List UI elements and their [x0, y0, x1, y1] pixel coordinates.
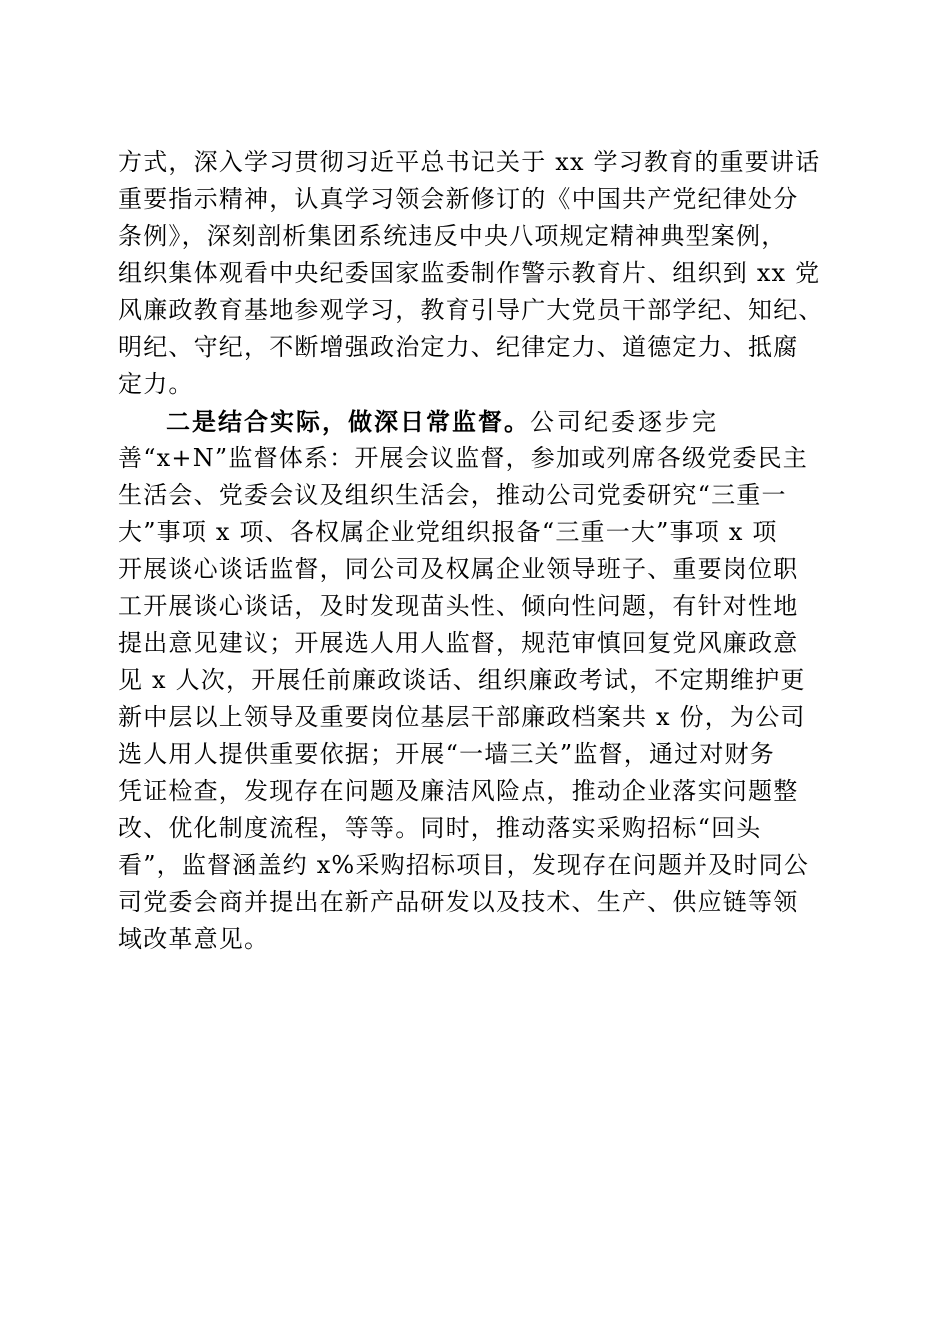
paragraph-2-line-3: 生活会、党委会议及组织生活会，推动公司党委研究“三重一: [118, 481, 787, 509]
paragraph-2-line-6: 工开展谈心谈话，及时发现苗头性、倾向性问题，有针对性地: [118, 592, 799, 620]
paragraph-2-line-11: 凭证检查，发现存在问题及廉洁风险点，推动企业落实问题整: [118, 777, 799, 805]
paragraph-2-line-12: 改、优化制度流程，等等。同时，推动落实采购招标“回头: [118, 814, 762, 842]
paragraph-2-line-7: 提出意见建议；开展选人用人监督，规范审慎回复党风廉政意: [118, 629, 799, 657]
paragraph-1-line-2: 重要指示精神，认真学习领会新修订的《中国共产党纪律处分: [118, 185, 799, 213]
paragraph-1-line-4: 组织集体观看中央纪委国家监委制作警示教育片、组织到 xx 党: [118, 259, 821, 287]
paragraph-2-line-10: 选人用人提供重要依据；开展“一墙三关”监督，通过对财务: [118, 740, 775, 768]
paragraph-1-line-6: 明纪、守纪，不断增强政治定力、纪律定力、道德定力、抵腐: [118, 333, 799, 361]
paragraph-1-line-1: 方式，深入学习贯彻习近平总书记关于 xx 学习教育的重要讲话: [118, 148, 821, 176]
paragraph-2-line-1: [118, 403, 838, 440]
paragraph-2-line-5: 开展谈心谈话监督，同公司及权属企业领导班子、重要岗位职: [118, 555, 799, 583]
paragraph-2-first-line-rest: 公司纪委逐步完: [530, 408, 719, 436]
paragraph-2-line-15: 域改革意见。: [118, 925, 270, 953]
body-text: [118, 144, 838, 958]
paragraph-1-line-7: 定力。: [118, 370, 194, 398]
paragraph-1-line-3: 条例》，深刻剖析集团系统违反中央八项规定精神典型案例，: [118, 222, 787, 250]
paragraph-2-heading: 二是结合实际，做深日常监督。: [166, 407, 530, 436]
paragraph-1-line-5: 风廉政教育基地参观学习，教育引导广大党员干部学纪、知纪、: [118, 296, 824, 324]
paragraph-2-line-9: 新中层以上领导及重要岗位基层干部廉政档案共 x 份，为公司: [118, 703, 806, 731]
paragraph-2-line-13: 看”，监督涵盖约 x%采购招标项目，发现存在问题并及时同公: [118, 851, 810, 879]
paragraph-2-line-4: 大”事项 x 项、各权属企业党组织报备“三重一大”事项 x 项: [118, 518, 778, 546]
paragraph-2-line-14: 司党委会商并提出在新产品研发以及技术、生产、供应链等领: [118, 888, 799, 916]
paragraph-2-line-8: 见 x 人次，开展任前廉政谈话、组织廉政考试，不定期维护更: [118, 666, 806, 694]
paragraph-2-line-2: 善“x+N”监督体系：开展会议监督，参加或列席各级党委民主: [118, 444, 808, 472]
